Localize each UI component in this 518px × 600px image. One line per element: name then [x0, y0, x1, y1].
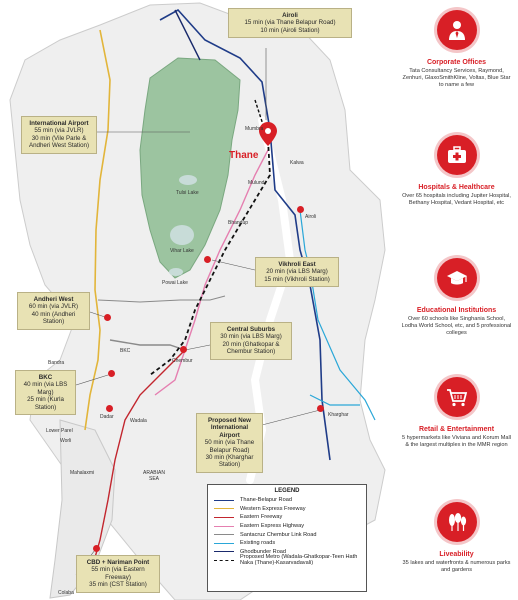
person-tie-icon	[445, 18, 469, 42]
legend-rows	[208, 496, 366, 565]
shopping-cart-icon	[445, 385, 469, 409]
callout-line: 20 min (via LBS Marg)	[266, 268, 328, 276]
callout-bkc	[15, 370, 76, 415]
category-title: Liveability	[439, 551, 474, 558]
callout-airoli	[228, 8, 352, 38]
pin-chembur	[180, 346, 187, 353]
label-airoli: Airoli	[305, 214, 317, 220]
category-circle	[437, 10, 477, 50]
legend	[207, 484, 367, 592]
label-wadala: Wadala	[130, 418, 147, 424]
legend-swatch	[214, 543, 234, 544]
legend-label: Western Express Freeway	[240, 505, 306, 512]
thane-label: Thane	[229, 150, 259, 161]
legend-label: Eastern Express Highway	[240, 523, 305, 530]
legend-item	[208, 522, 366, 531]
legend-swatch	[214, 526, 234, 527]
callout-central	[210, 322, 292, 360]
category-title: Corporate Offices	[426, 59, 487, 66]
legend-title: LEGEND	[274, 488, 300, 494]
category-retail	[395, 377, 518, 449]
callout-line: 10 min (Airoli Station)	[260, 26, 320, 34]
callout-cbd	[76, 555, 160, 593]
label-mumbra: Mumbra	[245, 126, 264, 132]
callout-andheri	[17, 292, 90, 330]
legend-item	[208, 556, 366, 565]
callout-title: Proposed New International Airport	[208, 417, 251, 439]
callout-title: BKC	[38, 374, 53, 381]
label-kalwa: Kalwa	[290, 160, 304, 166]
label-mulund: Mulund	[248, 180, 265, 186]
category-title: Hospitals & Healthcare	[418, 184, 495, 191]
category-title: Retail & Entertainment	[418, 426, 495, 433]
first-aid-kit-icon	[445, 143, 469, 167]
legend-label: Proposed Metro (Wadala-Ghatkopar-Teen Hath Naka (Thane)-Kasarvadavali)	[240, 554, 358, 567]
callout-airport	[21, 116, 97, 154]
legend-item	[208, 505, 366, 514]
callout-line: 40 min (Andheri Station)	[31, 310, 76, 326]
category-title: Educational Institutions	[416, 307, 497, 314]
legend-label: Existing roads	[240, 540, 276, 547]
callout-title: CBD + Nariman Point	[86, 559, 150, 566]
callout-line: 30 min (Kharghar Station)	[205, 454, 254, 469]
legend-item	[208, 539, 366, 548]
label-lower-parel: Lower Parel	[46, 428, 73, 434]
category-circle	[437, 377, 477, 417]
callout-line: 35 min (CST Station)	[89, 581, 147, 589]
pin-cbd	[93, 545, 100, 552]
category-desc: 5 hypermarkets like Viviana and Korum Mall & the largest multiplex in the MMR region	[401, 435, 512, 448]
graduation-cap-icon	[445, 266, 469, 290]
tulsi-lake	[179, 175, 197, 185]
category-desc: Tata Consultancy Services, Raymond, Zenhuri, GlaxoSmithKline, Voltas, Blue Star to name a few	[402, 68, 511, 88]
category-circle	[437, 502, 477, 542]
callout-title: Airoli	[282, 12, 298, 19]
label-powai-lake: Powai Lake	[162, 280, 188, 286]
legend-swatch	[214, 517, 234, 518]
legend-swatch	[214, 500, 234, 501]
callout-title: Central Suburbs	[226, 326, 276, 333]
callout-line: 30 min (via LBS Marg)	[220, 333, 282, 341]
vihar-lake	[170, 225, 194, 245]
legend-swatch	[214, 534, 234, 535]
callout-title: International Airport	[29, 120, 89, 127]
category-desc: Over 60 schools like Singhania School, Lodha World School, etc, and 5 professional colleges	[401, 316, 512, 336]
trees-icon	[445, 510, 469, 534]
label-colaba: Colaba	[58, 590, 74, 596]
callout-line: 60 min (via JVLR)	[28, 303, 79, 311]
category-desc: Over 65 hospitals including Jupiter Hospital, Bethany Hospital, Vedant Hospital, etc	[402, 193, 511, 206]
callout-title: Vikhroli East	[278, 261, 316, 268]
legend-swatch	[214, 551, 234, 552]
callout-line: 25 min (Kurla Station)	[27, 396, 64, 411]
label-chembur: Chembur	[172, 358, 193, 364]
callout-line: 15 min (via Thane Belapur Road)	[244, 19, 336, 27]
label-tulsi-lake: Tulsi Lake	[176, 190, 199, 196]
category-hospitals	[395, 135, 518, 207]
label-kharghar: Kharghar	[328, 412, 349, 418]
callout-line: 55 min (via Eastern Freeway)	[91, 566, 145, 581]
legend-label: Ghodbunder Road	[240, 548, 287, 555]
callout-line: 40 min (via LBS Marg)	[23, 381, 68, 396]
label-mahalaxmi: Mahalaxmi	[70, 470, 95, 476]
amenities-sidebar	[395, 0, 518, 600]
callout-line: 30 min (Vile Parle & Andheri West Station)	[28, 134, 90, 150]
label-sea: ARABIAN SEA	[143, 470, 165, 482]
callout-line: 20 min (Ghatkopar & Chembur Station)	[222, 340, 280, 356]
legend-swatch	[214, 560, 234, 561]
callout-line: 15 min (Vikhroli Station)	[264, 275, 330, 283]
callout-line: 55 min (via JVLR)	[34, 127, 84, 135]
label-worli: Worli	[60, 438, 72, 444]
label-vihar-lake: Vihar Lake	[170, 248, 194, 254]
callout-title: Andheri West	[33, 296, 74, 303]
legend-label: Eastern Freeway	[240, 514, 283, 521]
pin-dadar	[106, 405, 113, 412]
callout-new-airport	[196, 413, 263, 473]
legend-label: Santacruz Chembur Link Road	[240, 531, 317, 538]
category-education	[395, 258, 518, 336]
pin-vikhroli	[204, 256, 211, 263]
legend-swatch	[214, 508, 234, 509]
pin-kharghar	[317, 405, 324, 412]
label-bkc-small: BKC	[120, 348, 131, 354]
legend-item	[208, 496, 366, 505]
label-bhandup: Bhandup	[228, 220, 249, 226]
category-circle	[437, 258, 477, 298]
callout-vikhroli	[255, 257, 339, 287]
callout-line: 50 min (via Thane Belapur Road)	[204, 439, 255, 454]
label-dadar: Dadar	[100, 414, 114, 420]
category-corporate	[395, 10, 518, 88]
powai-lake	[169, 268, 183, 276]
legend-label: Thane-Belapur Road	[240, 497, 292, 504]
pin-andheri	[104, 314, 111, 321]
label-bandra: Bandra	[48, 360, 65, 366]
pin-bkc	[108, 370, 115, 377]
pin-airoli	[297, 206, 304, 213]
category-circle	[437, 135, 477, 175]
legend-item	[208, 513, 366, 522]
legend-item	[208, 530, 366, 539]
category-desc: 35 lakes and waterfronts & numerous parks and gardens	[402, 560, 511, 573]
category-liveability	[395, 502, 518, 574]
